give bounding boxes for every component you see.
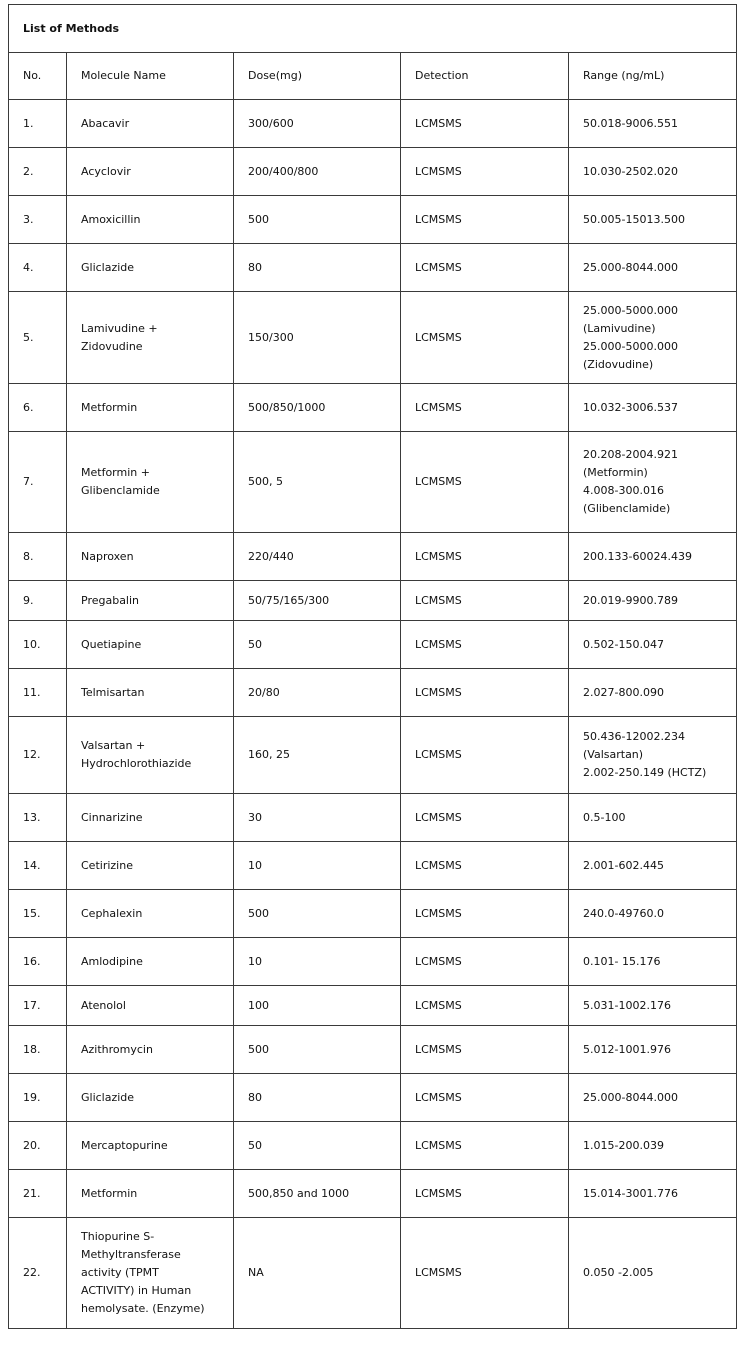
cell-detection: LCMSMS <box>401 196 569 244</box>
cell-range-line: 25.000-8044.000 <box>583 1090 678 1104</box>
cell-range <box>569 1074 737 1122</box>
cell-dose: 500 <box>234 196 401 244</box>
cell-range-line: 10.030-2502.020 <box>583 164 678 178</box>
cell-detection: LCMSMS <box>401 621 569 669</box>
cell-detection: LCMSMS <box>401 842 569 890</box>
cell-dose: 500/850/1000 <box>234 384 401 432</box>
cell-dose: NA <box>234 1218 401 1329</box>
cell-range <box>569 244 737 292</box>
cell-detection: LCMSMS <box>401 794 569 842</box>
cell-dose: 20/80 <box>234 669 401 717</box>
cell-detection: LCMSMS <box>401 384 569 432</box>
cell-range <box>569 196 737 244</box>
cell-molecule-name-line: Amlodipine <box>81 954 143 968</box>
cell-no: 15. <box>9 890 67 938</box>
table-title-cell <box>9 5 737 53</box>
cell-dose: 150/300 <box>234 292 401 384</box>
cell-range <box>569 621 737 669</box>
cell-detection: LCMSMS <box>401 533 569 581</box>
cell-range-line: 0.5-100 <box>583 810 626 824</box>
cell-molecule-name <box>67 1218 234 1329</box>
cell-range <box>569 581 737 621</box>
cell-no: 16. <box>9 938 67 986</box>
table-row <box>9 986 737 1026</box>
cell-detection: LCMSMS <box>401 717 569 794</box>
cell-detection: LCMSMS <box>401 148 569 196</box>
cell-range-line: 5.012-1001.976 <box>583 1042 671 1056</box>
cell-range <box>569 432 737 533</box>
table-row <box>9 717 737 794</box>
cell-detection: LCMSMS <box>401 1026 569 1074</box>
cell-range-line: 20.019-9900.789 <box>583 593 678 607</box>
cell-range <box>569 794 737 842</box>
cell-molecule-name <box>67 1170 234 1218</box>
table-body <box>9 100 737 1329</box>
cell-range-line: 0.101- 15.176 <box>583 954 661 968</box>
table-row <box>9 890 737 938</box>
cell-dose: 300/600 <box>234 100 401 148</box>
cell-molecule-name <box>67 1026 234 1074</box>
cell-no: 20. <box>9 1122 67 1170</box>
cell-molecule-name <box>67 717 234 794</box>
cell-molecule-name <box>67 621 234 669</box>
header-row <box>9 53 737 100</box>
cell-molecule-name-line: Methyltransferase <box>81 1248 181 1261</box>
cell-molecule-name-line: Cinnarizine <box>81 810 143 824</box>
cell-molecule-name-line: Metformin <box>81 400 138 414</box>
cell-range <box>569 1218 737 1329</box>
table-row <box>9 384 737 432</box>
methods-table <box>8 4 737 1329</box>
cell-molecule-name <box>67 148 234 196</box>
cell-range <box>569 669 737 717</box>
cell-range-line: (Valsartan) <box>583 748 644 761</box>
column-header-range: Range (ng/mL) <box>569 53 737 100</box>
cell-no: 12. <box>9 717 67 794</box>
cell-dose: 100 <box>234 986 401 1026</box>
cell-range-line: 1.015-200.039 <box>583 1138 664 1152</box>
cell-molecule-name <box>67 890 234 938</box>
cell-detection: LCMSMS <box>401 1074 569 1122</box>
cell-range <box>569 100 737 148</box>
cell-no: 17. <box>9 986 67 1026</box>
cell-molecule-name <box>67 244 234 292</box>
cell-dose: 50 <box>234 1122 401 1170</box>
cell-dose: 200/400/800 <box>234 148 401 196</box>
cell-dose: 50/75/165/300 <box>234 581 401 621</box>
cell-dose: 80 <box>234 244 401 292</box>
cell-molecule-name-line: activity (TPMT <box>81 1266 159 1279</box>
table-row <box>9 938 737 986</box>
cell-dose: 500,850 and 1000 <box>234 1170 401 1218</box>
cell-range-line: 200.133-60024.439 <box>583 549 692 563</box>
cell-range <box>569 938 737 986</box>
cell-dose: 30 <box>234 794 401 842</box>
table-row <box>9 100 737 148</box>
table-row <box>9 533 737 581</box>
table-row <box>9 581 737 621</box>
cell-no: 8. <box>9 533 67 581</box>
cell-range <box>569 986 737 1026</box>
cell-molecule-name <box>67 669 234 717</box>
cell-molecule-name-line: Pregabalin <box>81 593 140 607</box>
cell-no: 5. <box>9 292 67 384</box>
cell-no: 13. <box>9 794 67 842</box>
column-header-dose: Dose(mg) <box>234 53 401 100</box>
cell-molecule-name-line: Glibenclamide <box>81 484 160 497</box>
cell-range-line: 2.001-602.445 <box>583 858 664 872</box>
cell-no: 2. <box>9 148 67 196</box>
cell-range-line: 25.000-8044.000 <box>583 260 678 274</box>
cell-molecule-name-line: Metformin <box>81 1186 138 1200</box>
cell-dose: 50 <box>234 621 401 669</box>
table-row <box>9 669 737 717</box>
table-row <box>9 794 737 842</box>
cell-molecule-name-line: Mercaptopurine <box>81 1138 168 1152</box>
cell-no: 1. <box>9 100 67 148</box>
cell-no: 14. <box>9 842 67 890</box>
cell-range-line: 25.000-5000.000 <box>583 339 678 353</box>
cell-dose: 500, 5 <box>234 432 401 533</box>
cell-range-line: 4.008-300.016 <box>583 484 664 497</box>
cell-detection: LCMSMS <box>401 432 569 533</box>
cell-no: 4. <box>9 244 67 292</box>
cell-molecule-name <box>67 842 234 890</box>
cell-range-line: 15.014-3001.776 <box>583 1186 678 1200</box>
cell-molecule-name-line: Azithromycin <box>81 1042 153 1056</box>
cell-range <box>569 1170 737 1218</box>
table-row <box>9 1122 737 1170</box>
cell-dose: 220/440 <box>234 533 401 581</box>
cell-range-line: 25.000-5000.000 <box>583 303 678 317</box>
cell-detection: LCMSMS <box>401 890 569 938</box>
cell-molecule-name-line: Quetiapine <box>81 637 142 651</box>
cell-no: 18. <box>9 1026 67 1074</box>
cell-molecule-name <box>67 533 234 581</box>
cell-molecule-name-line: Atenolol <box>81 998 126 1012</box>
cell-molecule-name-line: Naproxen <box>81 549 134 563</box>
cell-detection: LCMSMS <box>401 581 569 621</box>
cell-molecule-name-line: ACTIVITY) in Human <box>81 1284 192 1297</box>
cell-molecule-name <box>67 100 234 148</box>
cell-detection: LCMSMS <box>401 986 569 1026</box>
cell-detection: LCMSMS <box>401 1122 569 1170</box>
cell-no: 11. <box>9 669 67 717</box>
table-row <box>9 244 737 292</box>
table-row <box>9 148 737 196</box>
cell-detection: LCMSMS <box>401 1170 569 1218</box>
cell-molecule-name-line: Thiopurine S- <box>81 1230 155 1243</box>
cell-molecule-name-line: Gliclazide <box>81 1090 135 1104</box>
cell-range-line: 0.502-150.047 <box>583 637 664 651</box>
cell-molecule-name-line: Gliclazide <box>81 260 135 274</box>
cell-range-line: (Zidovudine) <box>583 357 654 371</box>
table-row <box>9 1026 737 1074</box>
cell-range <box>569 533 737 581</box>
cell-range-line: (Lamivudine) <box>583 321 656 335</box>
table-row <box>9 1074 737 1122</box>
table-title: List of Methods <box>23 21 120 35</box>
cell-range-line: 50.018-9006.551 <box>583 116 678 130</box>
cell-molecule-name-line: hemolysate. (Enzyme) <box>81 1302 205 1315</box>
cell-range <box>569 1122 737 1170</box>
table-row <box>9 292 737 384</box>
table-row <box>9 1218 737 1329</box>
cell-dose: 10 <box>234 842 401 890</box>
cell-dose: 160, 25 <box>234 717 401 794</box>
cell-molecule-name <box>67 581 234 621</box>
table-row <box>9 1170 737 1218</box>
cell-no: 6. <box>9 384 67 432</box>
cell-molecule-name-line: Amoxicillin <box>81 212 141 226</box>
cell-molecule-name <box>67 384 234 432</box>
cell-no: 19. <box>9 1074 67 1122</box>
cell-detection: LCMSMS <box>401 292 569 384</box>
cell-range <box>569 717 737 794</box>
cell-molecule-name <box>67 986 234 1026</box>
cell-detection: LCMSMS <box>401 100 569 148</box>
cell-molecule-name <box>67 1122 234 1170</box>
cell-range-line: 5.031-1002.176 <box>583 998 671 1012</box>
cell-molecule-name-line: Lamivudine + <box>81 321 158 335</box>
cell-molecule-name-line: Cetirizine <box>81 858 133 872</box>
cell-molecule-name <box>67 938 234 986</box>
cell-dose: 10 <box>234 938 401 986</box>
cell-no: 9. <box>9 581 67 621</box>
column-header-no: No. <box>9 53 67 100</box>
cell-no: 7. <box>9 432 67 533</box>
cell-molecule-name <box>67 196 234 244</box>
cell-range-line: 50.436-12002.234 <box>583 730 685 743</box>
cell-range-line: 2.027-800.090 <box>583 685 664 699</box>
table-row <box>9 842 737 890</box>
cell-range <box>569 384 737 432</box>
cell-dose: 500 <box>234 1026 401 1074</box>
cell-range-line: (Glibenclamide) <box>583 502 671 515</box>
cell-dose: 500 <box>234 890 401 938</box>
table-row <box>9 196 737 244</box>
cell-range-line: 240.0-49760.0 <box>583 906 664 920</box>
cell-detection: LCMSMS <box>401 244 569 292</box>
cell-range-line: 10.032-3006.537 <box>583 400 678 414</box>
cell-molecule-name-line: Abacavir <box>81 116 130 130</box>
cell-molecule-name <box>67 794 234 842</box>
cell-molecule-name <box>67 292 234 384</box>
cell-range <box>569 842 737 890</box>
cell-range <box>569 292 737 384</box>
cell-molecule-name-line: Telmisartan <box>81 685 145 699</box>
cell-molecule-name <box>67 432 234 533</box>
cell-molecule-name-line: Hydrochlorothiazide <box>81 757 192 770</box>
cell-range <box>569 148 737 196</box>
cell-molecule-name-line: Cephalexin <box>81 906 143 920</box>
cell-detection: LCMSMS <box>401 1218 569 1329</box>
cell-detection: LCMSMS <box>401 669 569 717</box>
cell-range-line: (Metformin) <box>583 466 648 479</box>
cell-no: 21. <box>9 1170 67 1218</box>
cell-range <box>569 890 737 938</box>
cell-range-line: 2.002-250.149 (HCTZ) <box>583 766 707 779</box>
cell-no: 10. <box>9 621 67 669</box>
cell-range-line: 0.050 -2.005 <box>583 1266 654 1279</box>
cell-dose: 80 <box>234 1074 401 1122</box>
cell-molecule-name <box>67 1074 234 1122</box>
cell-range <box>569 1026 737 1074</box>
cell-molecule-name-line: Acyclovir <box>81 164 131 178</box>
table-row <box>9 432 737 533</box>
column-header-detection: Detection <box>401 53 569 100</box>
cell-no: 22. <box>9 1218 67 1329</box>
cell-molecule-name-line: Zidovudine <box>81 339 143 353</box>
cell-molecule-name-line: Metformin + <box>81 466 150 479</box>
cell-detection: LCMSMS <box>401 938 569 986</box>
cell-range-line: 50.005-15013.500 <box>583 212 685 226</box>
table-row <box>9 621 737 669</box>
column-header-molecule-name: Molecule Name <box>67 53 234 100</box>
cell-range-line: 20.208-2004.921 <box>583 448 678 461</box>
cell-molecule-name-line: Valsartan + <box>81 739 146 752</box>
cell-no: 3. <box>9 196 67 244</box>
